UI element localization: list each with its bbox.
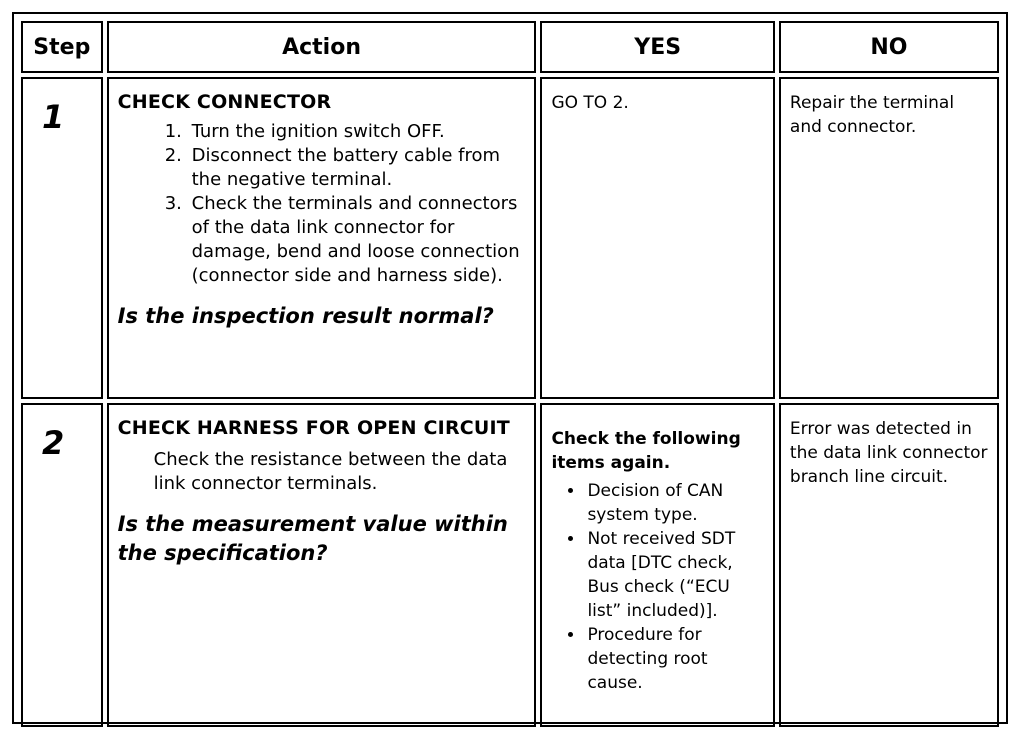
header-step: Step — [21, 21, 103, 73]
no-text: Repair the terminal and connector. — [789, 93, 955, 137]
header-yes: YES — [540, 21, 774, 73]
yes-item: • Procedure for detecting root cause. — [585, 623, 763, 695]
yes-item: • Not received SDT data [DTC check, Bus check (“ECU list” included)]. — [585, 527, 763, 623]
action-cell — [107, 77, 537, 399]
header-action: Action — [107, 21, 537, 73]
action-step: 3. Check the terminals and connectors of the data link connector for damage, bend and loose connection (connector side and harness side). — [188, 192, 527, 288]
no-text: Error was detected in the data link connector branch line circuit. — [789, 419, 988, 487]
header-no: NO — [779, 21, 999, 73]
step-cell — [21, 77, 103, 399]
action-cell — [107, 403, 537, 727]
yes-cell — [540, 77, 774, 399]
no-cell — [779, 403, 999, 727]
procedure-table-frame — [12, 12, 1008, 724]
step-cell — [21, 403, 103, 727]
action-question: Is the inspection result normal? — [117, 304, 494, 328]
yes-item: • Decision of CAN system type. — [585, 479, 763, 527]
procedure-table — [17, 17, 1003, 731]
yes-cell — [540, 403, 774, 727]
yes-item-list — [551, 479, 763, 695]
action-step: 1. Turn the ignition switch OFF. — [188, 120, 527, 144]
action-question: Is the measurement value within the specification? — [117, 512, 508, 565]
header-row — [21, 21, 999, 73]
no-cell — [779, 77, 999, 399]
action-title: CHECK CONNECTOR — [117, 91, 332, 113]
yes-text: GO TO 2. — [551, 93, 629, 113]
yes-title: Check the following items again. — [551, 429, 741, 473]
action-title: CHECK HARNESS FOR OPEN CIRCUIT — [117, 417, 510, 439]
step-number: 2 — [42, 424, 65, 462]
table-row — [21, 403, 999, 727]
action-step: 2. Disconnect the battery cable from the negative terminal. — [188, 144, 527, 192]
step-number: 1 — [42, 98, 65, 136]
table-row — [21, 77, 999, 399]
action-step-list — [118, 120, 527, 288]
action-text: Check the resistance between the data link connector terminals. — [153, 449, 508, 494]
